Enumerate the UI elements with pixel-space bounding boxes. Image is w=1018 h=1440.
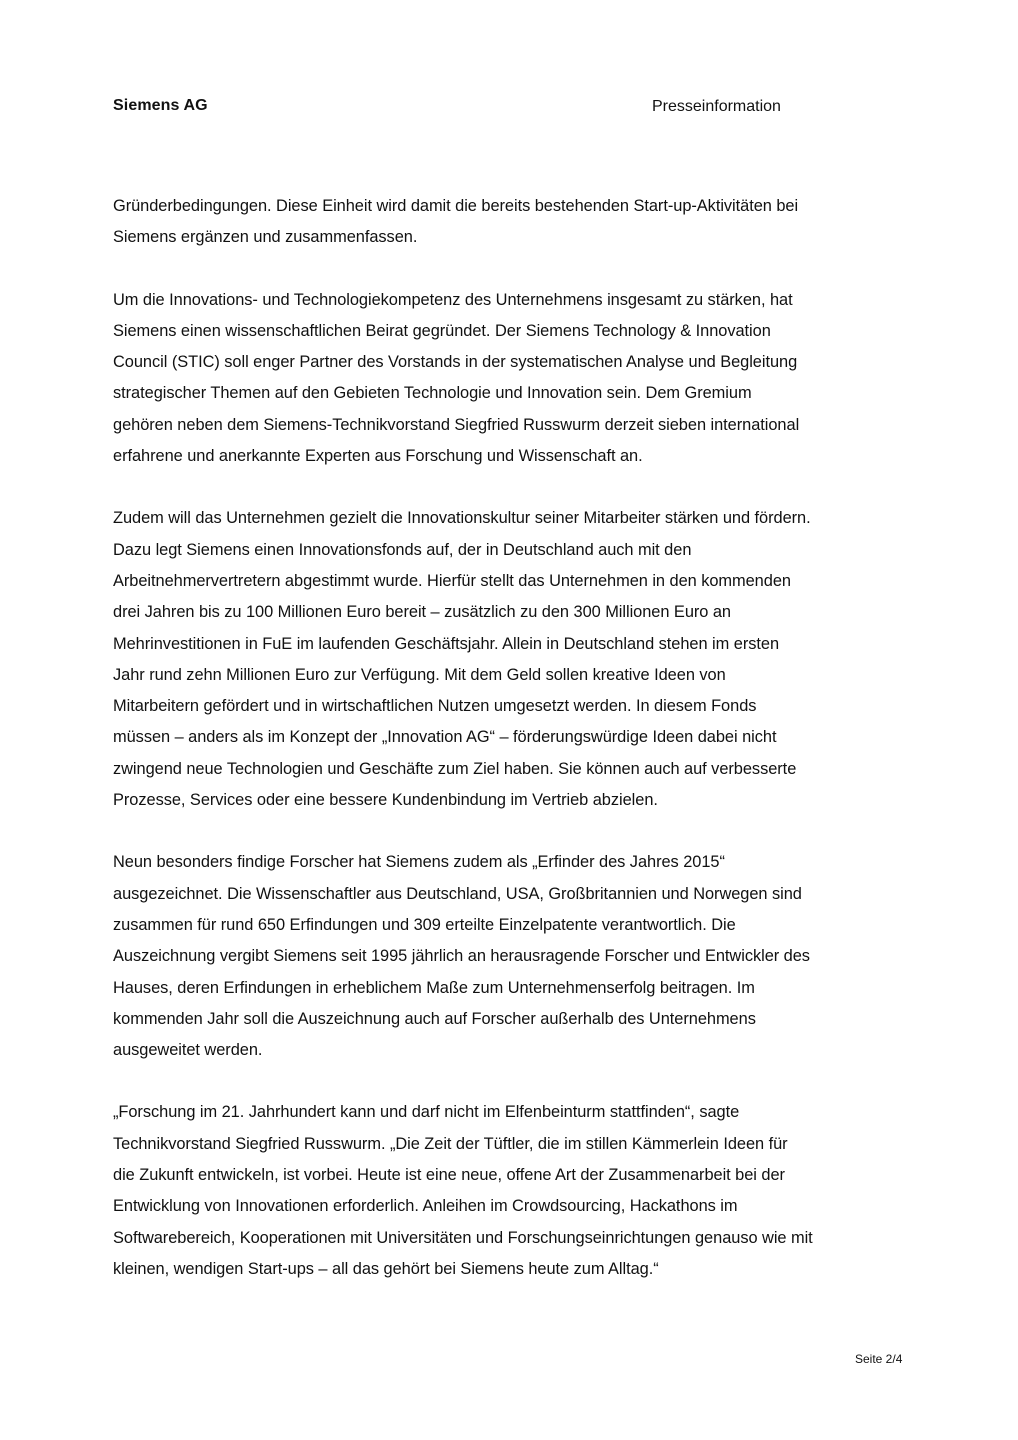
text-line: kommenden Jahr soll die Auszeichnung auch auf Forscher außerhalb des Unternehmens — [113, 1009, 756, 1028]
text-line: Um die Innovations- und Technologiekompetenz des Unternehmens insgesamt zu stärken, hat — [113, 290, 793, 309]
company-name: Siemens AG — [113, 97, 208, 114]
text-line: Arbeitnehmervertretern abgestimmt wurde. Hierfür stellt das Unternehmen in den kommenden — [113, 571, 791, 590]
text-line: Neun besonders findige Forscher hat Siemens zudem als „Erfinder des Jahres 2015“ — [113, 853, 725, 872]
paragraph — [113, 1097, 913, 1285]
text-line: strategischer Themen auf den Gebieten Technologie und Innovation sein. Dem Gremium — [113, 384, 752, 403]
page-number: Seite 2/4 — [855, 1352, 903, 1366]
text-line: Gründerbedingungen. Diese Einheit wird damit die bereits bestehenden Start-up-Aktivitäten bei — [113, 197, 799, 215]
text-line: erfahrene und anerkannte Experten aus Forschung und Wissenschaft an. — [113, 447, 643, 466]
text-line: gehören neben dem Siemens-Technikvorstand Siegfried Russwurm derzeit sieben international — [113, 415, 800, 434]
text-line: Jahr rund zehn Millionen Euro zur Verfügung. Mit dem Geld sollen kreative Ideen von — [113, 665, 726, 684]
text-line: Mitarbeitern gefördert und in wirtschaftlichen Nutzen umgesetzt werden. In diesem Fonds — [113, 697, 757, 716]
text-line: Dazu legt Siemens einen Innovationsfonds auf, der in Deutschland auch mit den — [113, 540, 692, 559]
text-line: Softwarebereich, Kooperationen mit Universitäten und Forschungseinrichtungen genauso wie mit — [113, 1228, 813, 1247]
text-line: Council (STIC) soll enger Partner des Vorstands in der systematischen Analyse und Begleitung — [113, 353, 798, 372]
text-line: Mehrinvestitionen in FuE im laufenden Geschäftsjahr. Allein in Deutschland stehen im ersten — [113, 634, 780, 653]
text-line: kleinen, wendigen Start-ups – all das gehört bei Siemens heute zum Alltag.“ — [113, 1259, 659, 1278]
paragraph — [113, 285, 913, 473]
text-line: zusammen für rund 650 Erfindungen und 309 erteilte Einzelpatente verantwortlich. Die — [113, 915, 736, 934]
text-line: ausgezeichnet. Die Wissenschaftler aus Deutschland, USA, Großbritannien und Norwegen sind — [113, 884, 802, 903]
text-line: ausgeweitet werden. — [113, 1041, 263, 1060]
paragraph — [113, 847, 913, 1066]
text-line: Siemens ergänzen und zusammenfassen. — [113, 228, 418, 247]
text-line: zwingend neue Technologien und Geschäfte zum Ziel haben. Sie können auch auf verbesserte — [113, 759, 797, 778]
text-line: „Forschung im 21. Jahrhundert kann und darf nicht im Elfenbeinturm stattfinden“, sagte — [113, 1103, 740, 1122]
document-type: Presseinformation — [652, 98, 781, 115]
text-line: Zudem will das Unternehmen gezielt die Innovationskultur seiner Mitarbeiter stärken und fördern. — [113, 509, 811, 528]
text-line: Prozesse, Services oder eine bessere Kundenbindung im Vertrieb abzielen. — [113, 791, 658, 810]
paragraph — [113, 503, 913, 816]
text-line: müssen – anders als im Konzept der „Innovation AG“ – förderungswürdige Ideen dabei nicht — [113, 728, 777, 747]
text-line: Hauses, deren Erfindungen in erheblichem Maße zum Unternehmenserfolg beitragen. Im — [113, 978, 755, 997]
text-line: Siemens einen wissenschaftlichen Beirat gegründet. Der Siemens Technology & Innovation — [113, 321, 771, 340]
text-line: Entwicklung von Innovationen erforderlich. Anleihen im Crowdsourcing, Hackathons im — [113, 1197, 738, 1216]
text-line: Auszeichnung vergibt Siemens seit 1995 jährlich an herausragende Forscher und Entwickler des — [113, 947, 810, 966]
document-body — [113, 191, 913, 1316]
text-line: drei Jahren bis zu 100 Millionen Euro bereit – zusätzlich zu den 300 Millionen Euro an — [113, 603, 731, 622]
text-line: die Zukunft entwickeln, ist vorbei. Heute ist eine neue, offene Art der Zusammenarbeit bei der — [113, 1166, 785, 1185]
paragraph — [113, 191, 913, 254]
text-line: Technikvorstand Siegfried Russwurm. „Die Zeit der Tüftler, die im stillen Kämmerlein Ideen für — [113, 1134, 788, 1153]
